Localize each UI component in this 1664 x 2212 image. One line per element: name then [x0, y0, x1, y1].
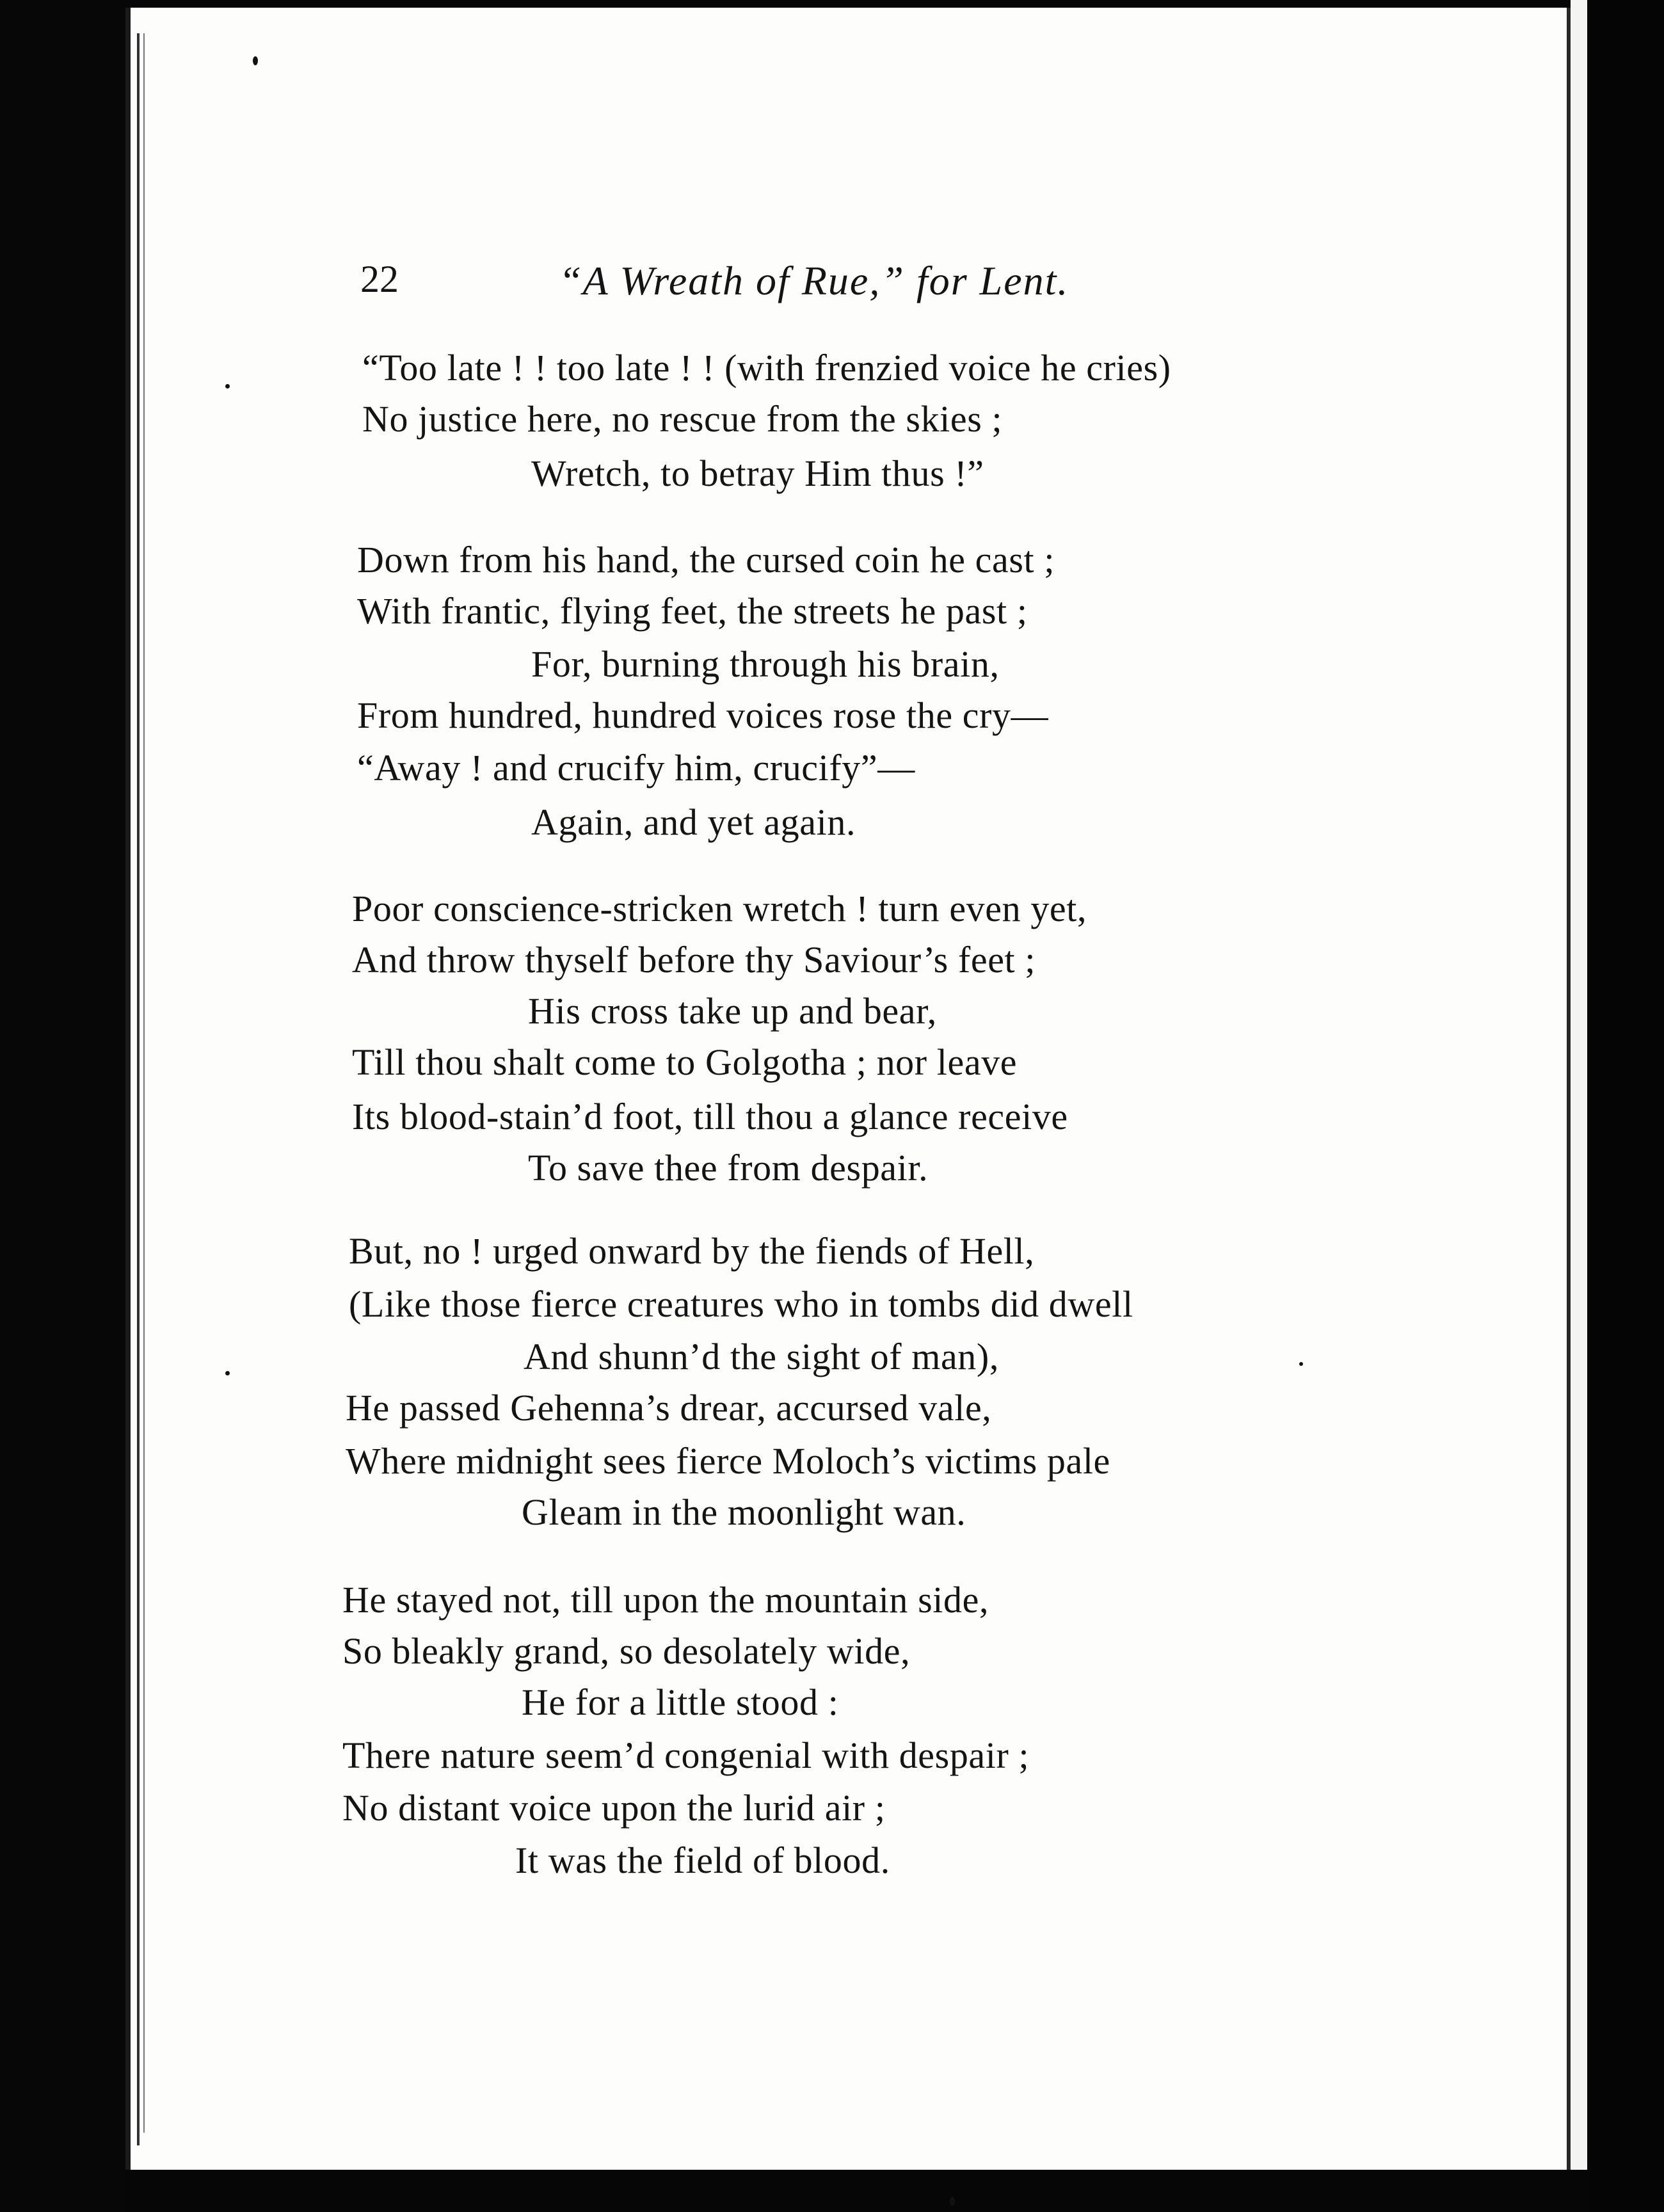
verse-line: There nature seem’d congenial with despair ;	[342, 1735, 1030, 1776]
verse-line: With frantic, flying feet, the streets he past ;	[357, 590, 1028, 632]
verse-line: Again, and yet again.	[531, 801, 856, 843]
scan-border-bottom	[125, 2170, 1591, 2212]
verse-line: He passed Gehenna’s drear, accursed vale,	[346, 1387, 992, 1429]
verse-line: No distant voice upon the lurid air ;	[342, 1787, 886, 1829]
verse-line: Wretch, to betray Him thus !”	[531, 453, 984, 494]
verse-line: (Like those fierce creatures who in tombs did dwell	[349, 1283, 1133, 1325]
verse-line: Down from his hand, the cursed coin he cast ;	[357, 539, 1055, 581]
verse-line: Till thou shalt come to Golgotha ; nor leave	[352, 1041, 1018, 1083]
scan-border-right	[1587, 0, 1664, 2212]
page-number: 22	[360, 258, 399, 300]
verse-line: His cross take up and bear,	[528, 990, 937, 1032]
verse-line: It was the field of blood.	[515, 1839, 890, 1881]
verse-line: He stayed not, till upon the mountain side,	[342, 1579, 989, 1621]
verse-line: Gleam in the moonlight wan.	[522, 1491, 966, 1533]
verse-line: From hundred, hundred voices rose the cry—	[357, 694, 1049, 736]
verse-line: To save thee from despair.	[528, 1147, 929, 1189]
verse-line: Where midnight sees fierce Moloch’s victims pale	[346, 1440, 1110, 1482]
gutter-shadow	[137, 33, 140, 2145]
paper-speck	[225, 1371, 230, 1375]
paper-speck	[225, 384, 230, 389]
verse-line: “Too late ! ! too late ! ! (with frenzied voice he cries)	[362, 347, 1171, 389]
paper-speck	[253, 56, 258, 65]
paper-speck	[950, 2197, 955, 2206]
gutter-shadow-inner	[143, 33, 145, 2133]
verse-line: No justice here, no rescue from the skies ;	[362, 398, 1003, 440]
verse-line: And shunn’d the sight of man),	[524, 1336, 999, 1377]
paper-speck	[1299, 1362, 1303, 1366]
running-title: “A Wreath of Rue,” for Lent.	[559, 258, 1069, 303]
verse-line: For, burning through his brain,	[531, 643, 1000, 685]
verse-line: And throw thyself before thy Saviour’s feet ;	[352, 939, 1036, 981]
verse-line: Poor conscience-stricken wretch ! turn even yet,	[352, 888, 1087, 929]
verse-line: He for a little stood :	[522, 1681, 839, 1723]
verse-line: Its blood-stain’d foot, till thou a glance receive	[352, 1096, 1068, 1137]
running-head	[360, 257, 1186, 309]
verse-line: So bleakly grand, so desolately wide,	[342, 1630, 911, 1672]
verse-line: But, no ! urged onward by the fiends of Hell,	[349, 1230, 1035, 1272]
verse-line: “Away ! and crucify him, crucify”—	[357, 747, 915, 789]
